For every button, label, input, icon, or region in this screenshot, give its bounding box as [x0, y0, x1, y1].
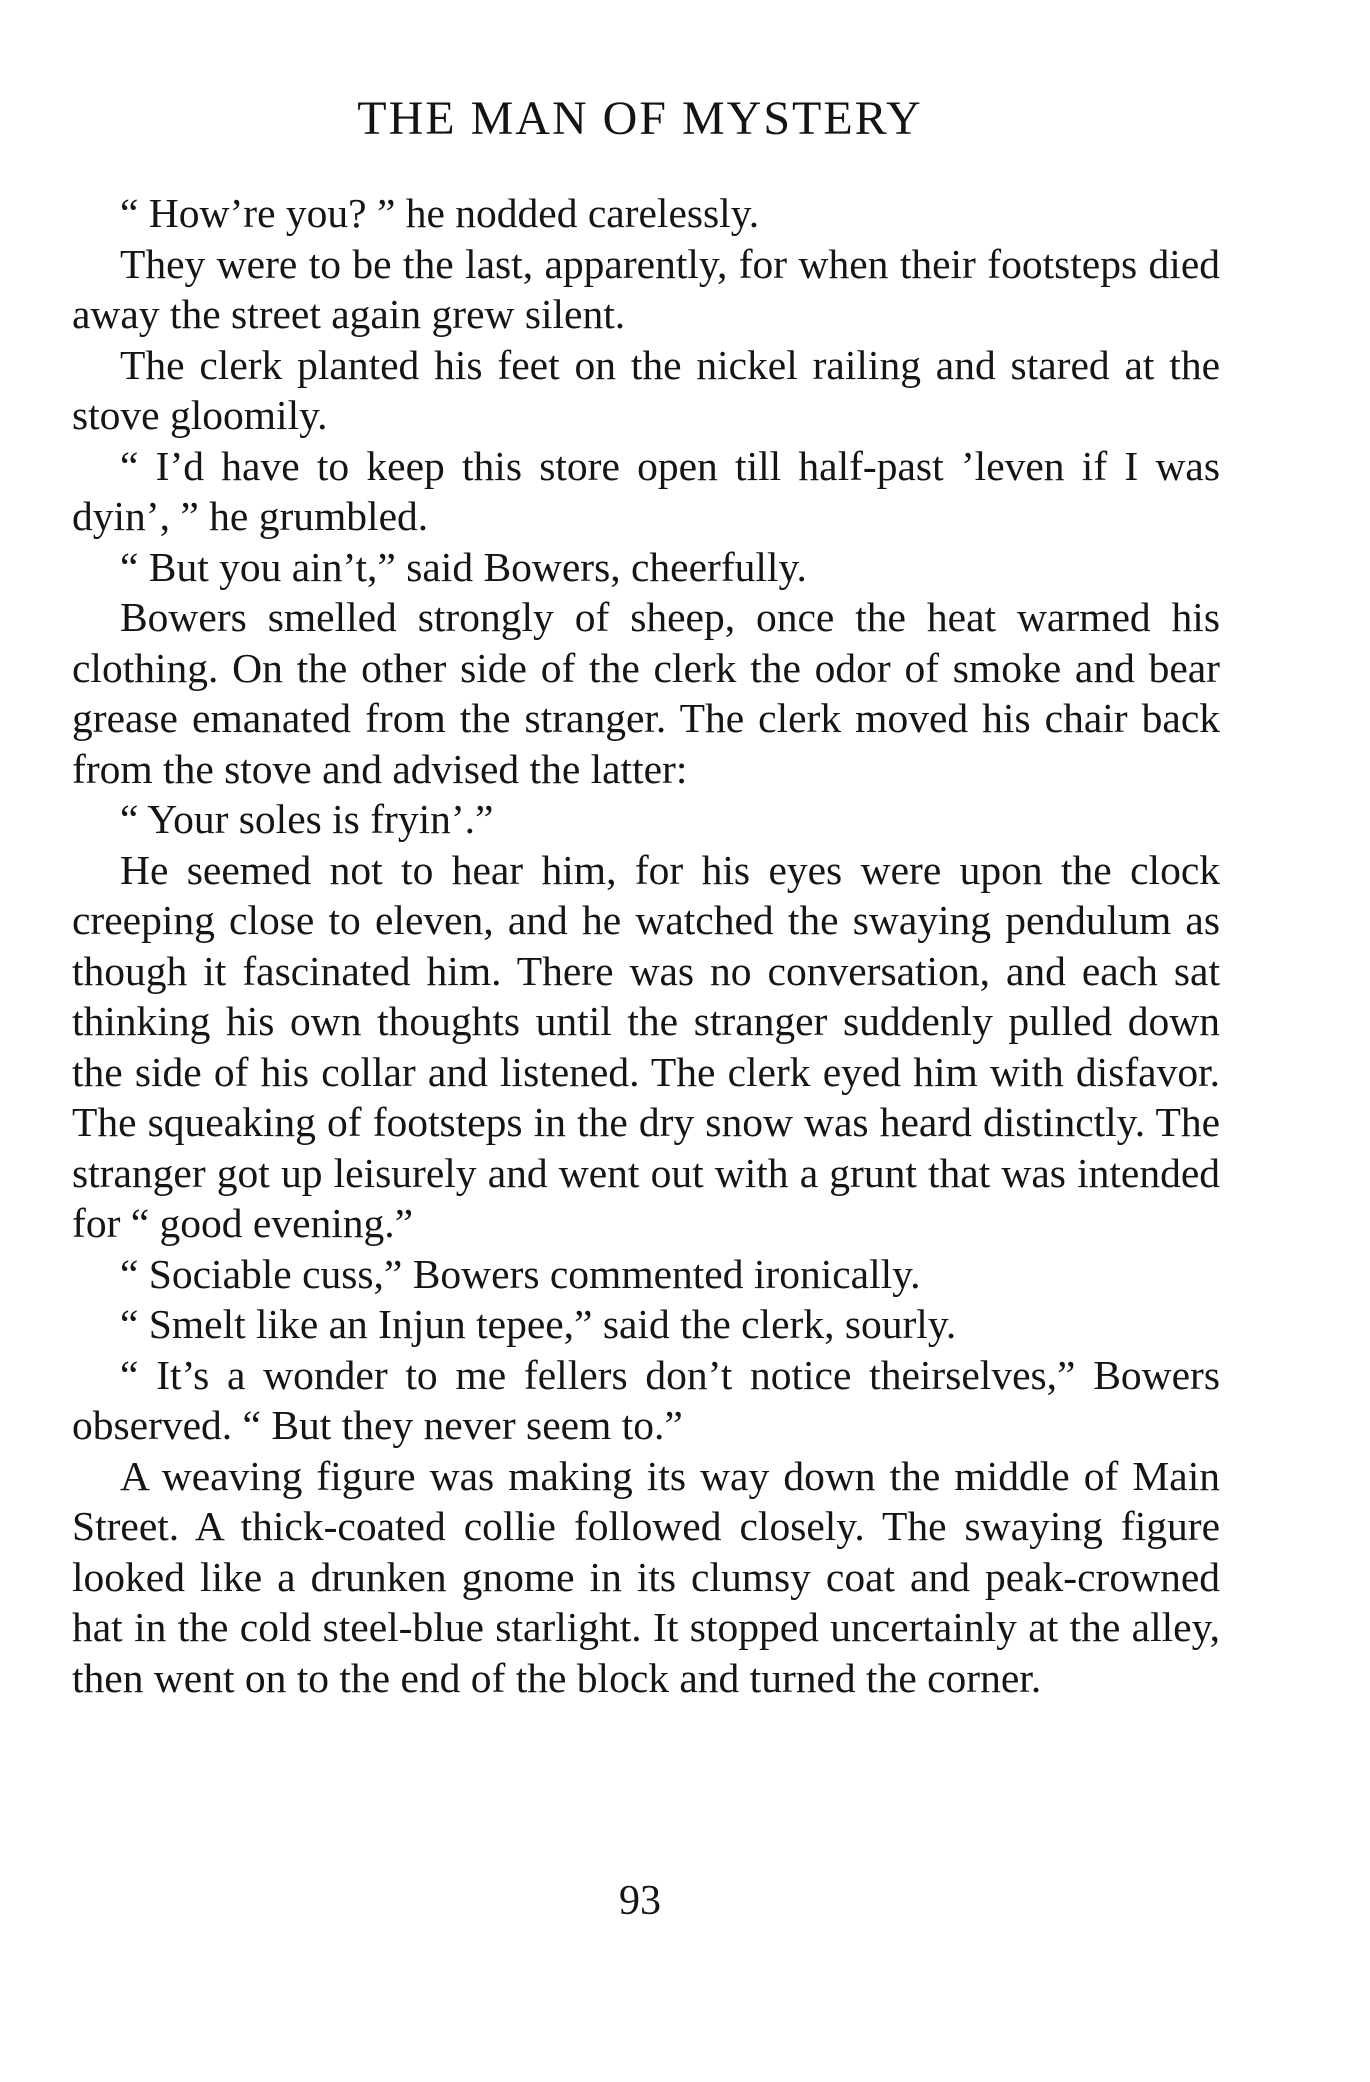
paragraph: A weaving figure was making its way down the middle of Main Street. A thick-coated collie followed closely. The swaying figure looked like a drunken gnome in its clumsy coat and peak-crowned hat in the cold steel-blue starlight. It stopped uncertainly at the alley, then went on to the end of the block and turned the corner.	[72, 1452, 1220, 1701]
paragraph: “ Sociable cuss,” Bowers commented ironically.	[120, 1250, 921, 1297]
paragraph: “ Smelt like an Injun tepee,” said the clerk, sourly.	[120, 1301, 957, 1347]
paragraph: “ But you ain’t,” said Bowers, cheerfully.	[120, 543, 807, 590]
paragraph: “ I’d have to keep this store open till half-past ’leven if I was dyin’, ” he grumbled.	[72, 442, 1220, 539]
body-text	[72, 188, 1220, 1703]
paragraph: “ How’re you? ” he nodded carelessly.	[120, 190, 760, 236]
paragraph: Bowers smelled strongly of sheep, once the heat warmed his clothing. On the other side of the clerk the odor of smoke and bear grease emanated from the stranger. The clerk moved his chair back from the stove and advised the latter:	[72, 594, 1220, 792]
paragraph: The clerk planted his feet on the nickel railing and stared at the stove gloomily.	[72, 341, 1220, 438]
paragraph: He seemed not to hear him, for his eyes were upon the clock creeping close to eleven, and he watched the swaying pendulum as though it fascinated him. There was no conversation, and each sat thinking his own thoughts until the stranger suddenly pulled down the side of his collar and listened. The clerk eyed him with disfavor. The squeaking of footsteps in the dry snow was heard distinctly. The stranger got up leisurely and went out with a grunt that was intended for “ good evening.”	[72, 846, 1220, 1246]
page-number: 93	[619, 1878, 661, 1924]
running-head: THE MAN OF MYSTERY	[357, 92, 923, 145]
paragraph: They were to be the last, apparently, for when their footsteps died away the street again grew silent.	[72, 240, 1220, 337]
paragraph: “ Your soles is fryin’.”	[120, 796, 494, 842]
paragraph: “ It’s a wonder to me fellers don’t notice theirselves,” Bowers observed. “ But they never seem to.”	[72, 1351, 1220, 1448]
